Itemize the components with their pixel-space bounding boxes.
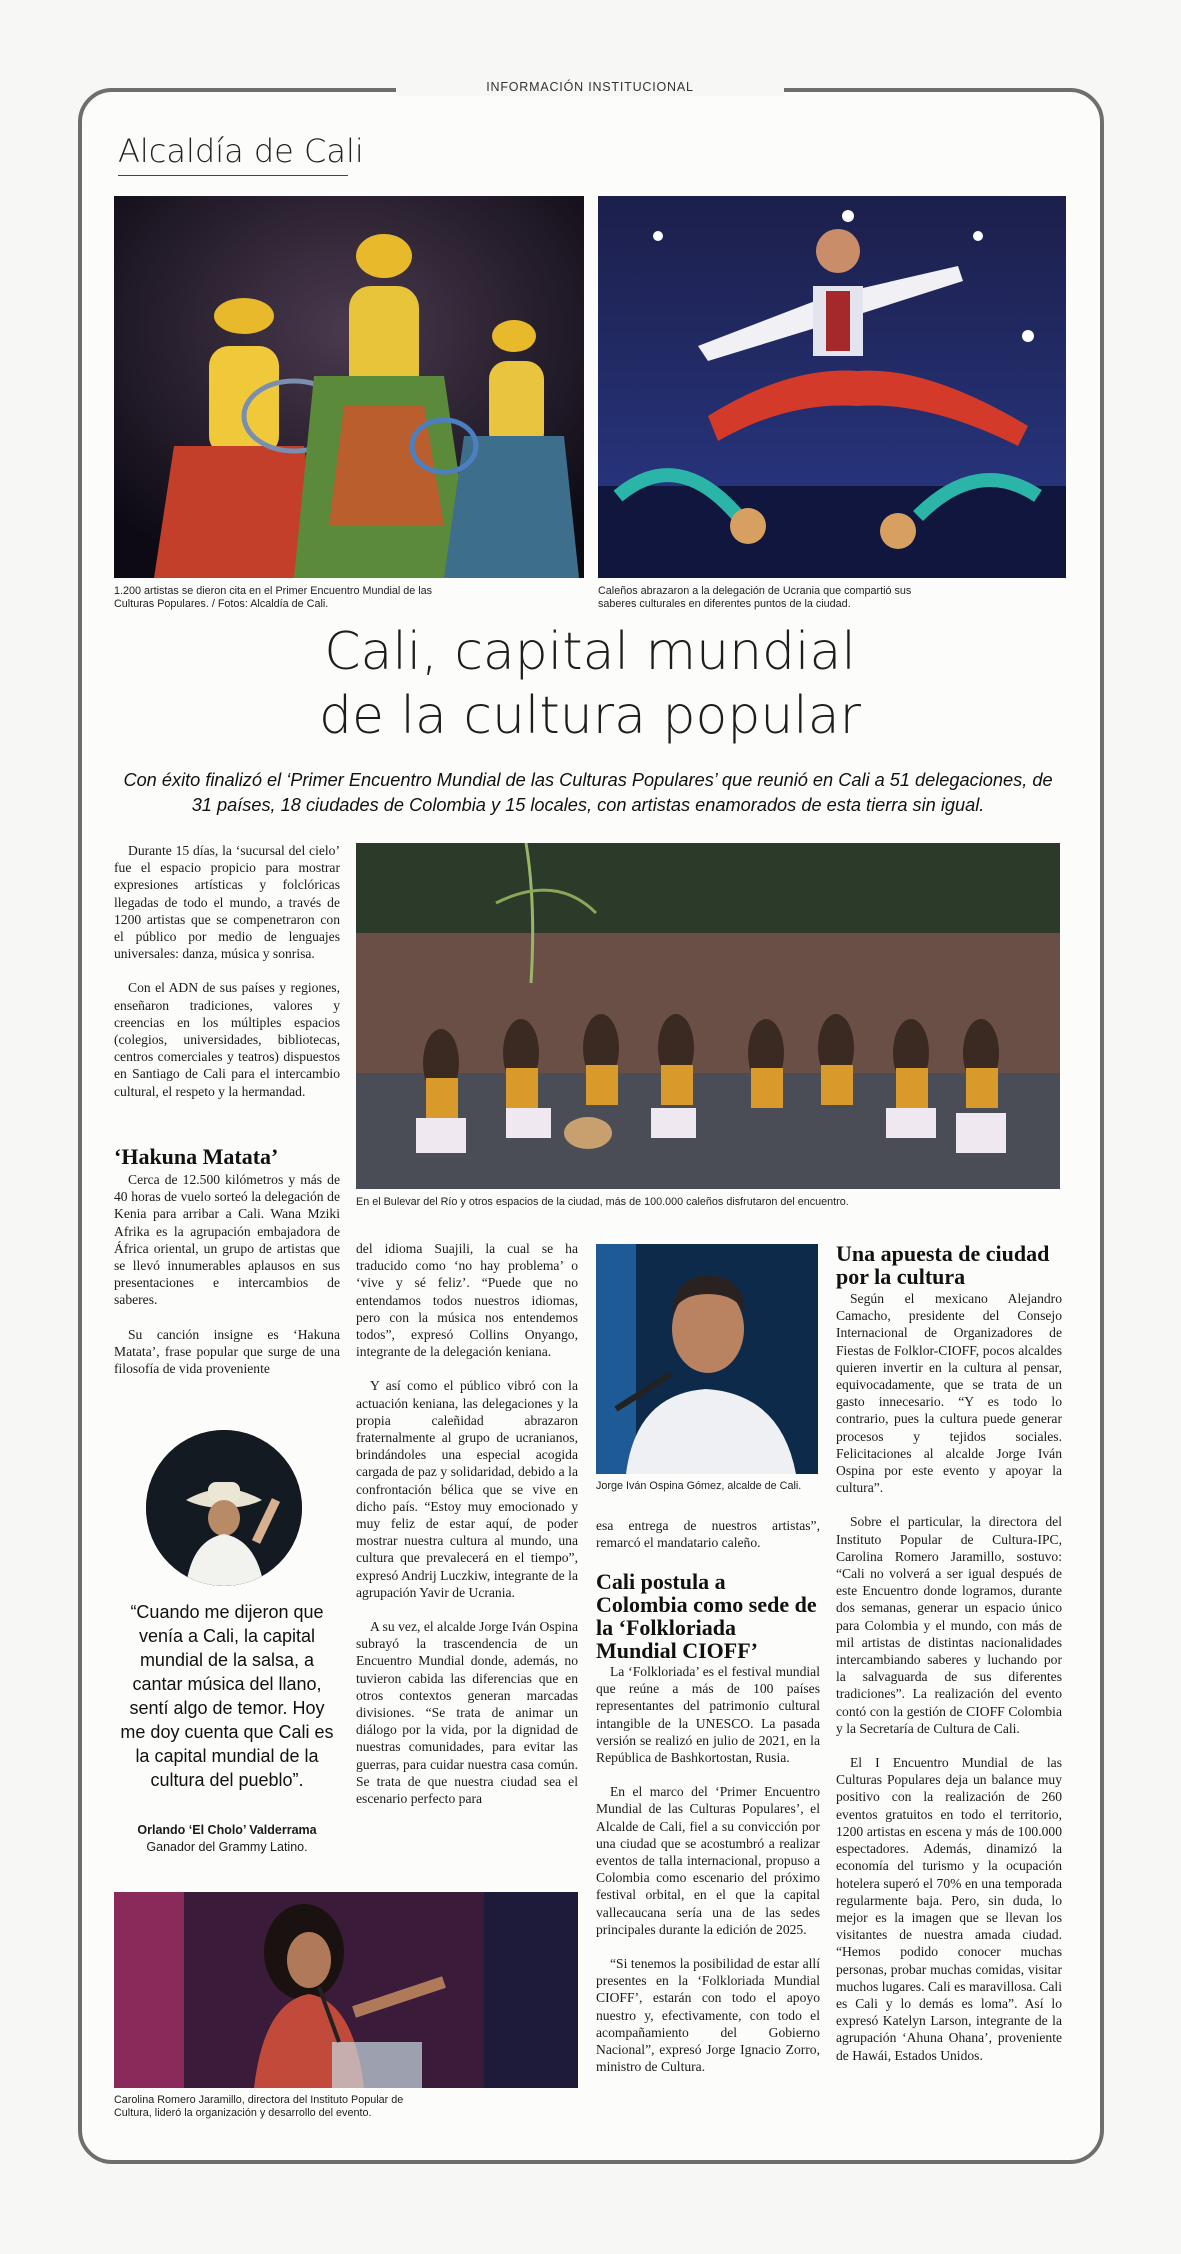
photo-director [114, 1892, 578, 2088]
col1-paragraph-1: Durante 15 días, la ‘sucursal del cielo’ fue el espacio propicio para mostrar expresiones artísticas y folclóricas llegadas de todo el mundo, a través de 1200 artistas que se compenetraron con el público por medio de lenguajes universales: danza, música y sonrisa. [114, 843, 340, 962]
photo-dancers [114, 196, 584, 578]
col4-subhead: Una apuesta de ciudad por la cultura [836, 1241, 1050, 1289]
column-4 [836, 1290, 1062, 2081]
column-3-continued [596, 1663, 820, 2092]
col3-paragraph-4: “Si tenemos la posibilidad de estar allí presentes en la ‘Folkloriada Mundial CIOFF’, estarán con todo el apoyo nuestro y, efectivamente, con todo el acompañamiento del Gobierno Nacional”, expresó Jorge Ignacio Zorro, ministro de Cultura. [596, 1956, 820, 2075]
column-3 [596, 1517, 820, 1568]
deck: Con éxito finalizó el ‘Primer Encuentro Mundial de las Culturas Populares’ que reunió en Cali a 51 delegaciones, de 31 países, 18 ciudades de Colombia y 15 locales, con artistas enamorados de esta tierra sin igual. [123, 770, 1053, 815]
caption-mayor: Jorge Iván Ospina Gómez, alcalde de Cali. [596, 1480, 802, 1492]
section-title: Alcaldía de Cali [118, 132, 364, 170]
column-2 [356, 1240, 578, 1824]
headline [180, 620, 1000, 748]
pull-quote: “Cuando me dijeron que venía a Cali, la capital mundial de la salsa, a cantar música del llano, sentí algo de temor. Hoy me doy cuenta que Cali es la capital mundial de la cultura del pueblo”. [120, 1602, 334, 1790]
headline-line-2: de la cultura popular [319, 686, 861, 746]
column-1-continued [114, 1171, 340, 1394]
quote-author-role: Ganador del Grammy Latino. [146, 1840, 308, 1854]
col4-paragraph-1: Según el mexicano Alejandro Camacho, presidente del Consejo Internacional de Organizadores de Fiestas de Folklor-CIOFF, pocos alcaldes quieren invertir en la cultura al pensar, equivocadamente, que se trata de un gasto innecesario. “Y es todo lo contrario, pues la cultura puede generar procesos y tejidos sociales. Felicitaciones al alcalde Jorge Iván Ospina por este evento y apoyar la cultura”. [836, 1291, 1062, 1496]
quote-author: Orlando ‘El Cholo’ Valderrama [137, 1823, 317, 1837]
col3-paragraph-3: En el marco del ‘Primer Encuentro Mundial de las Culturas Populares’, el Alcalde de Cali, fiel a su convicción por una ciudad que se acostumbró a realizar eventos de talla internacional, propuso a Colombia como escenario del próximo festival orbital, en el que la capital vallecaucana sería una de las sedes principales durante la edición de 2025. [596, 1784, 820, 1937]
kicker: INFORMACIÓN INSTITUCIONAL [486, 80, 694, 94]
col2-paragraph-3: A su vez, el alcalde Jorge Iván Ospina subrayó la trascendencia de un Encuentro Mundial donde, además, no tuvieron cabida las diferencias que en otros contextos generan marcadas divisiones. “Se trata de animar un diálogo por la vida, por la dignidad de nuestras comunidades, para evitar las guerras, para cuidar nuestra casa común. Se trata de que nuestra ciudad sea el escenario perfecto para [356, 1619, 578, 1807]
col3-paragraph-2: La ‘Folkloriada’ es el festival mundial que reúne a más de 100 países representantes del patrimonio cultural intangible de la UNESCO. La pasada versión se realizó en julio de 2021, en la República de Bashkortostan, Rusia. [596, 1664, 820, 1766]
headline-line-1: Cali, capital mundial [324, 622, 856, 682]
col1-paragraph-4: Su canción insigne es ‘Hakuna Matata’, frase popular que surge de una filosofía de vida proveniente [114, 1326, 340, 1377]
col3-subhead: Cali postula a Colombia como sede de la ‘Folkloriada Mundial CIOFF’ [596, 1569, 817, 1663]
col1-paragraph-3: Cerca de 12.500 kilómetros y más de 40 horas de vuelo sorteó la delegación de Kenia para arribar a Cali. Wana Mziki Afrika es la agrupación embajadora de África oriental, un grupo de artistas que se llevó innumerables aplausos en sus presentaciones e intercambios de saberes. [114, 1172, 340, 1308]
photo-ukrainian-dancer [598, 196, 1066, 578]
col4-paragraph-3: El I Encuentro Mundial de las Culturas Populares deja un balance muy positivo con la realización de 260 eventos gratuitos en todo el territorio, 1200 artistas en escena y más de 100.000 espectadores. Además, dinamizó la economía del turismo y la ocupación hotelera superó el 70% en una temporada regularmente baja. Pero, sin duda, lo mejor es la imagen que se llevan los visitantes de nuestra amada ciudad. “Hemos podido conocer muchas personas, probar muchas comidas, visitar muchos lugares. Cali es maravillosa. Cali es Cali y lo demás es loma”. Así lo expresó Katelyn Larson, integrante de la agrupación ‘Ahuna Ohana’, proveniente de Hawái, Estados Unidos. [836, 1755, 1062, 2063]
section-rule [118, 175, 348, 176]
caption-ukrainian: Caleños abrazaron a la delegación de Ucrania que compartió sus saberes culturales en diferentes puntos de la ciudad. [598, 585, 912, 610]
col2-paragraph-2: Y así como el público vibró con la actuación keniana, las delegaciones y la propia caleñidad abrazaron fraternalmente al grupo de ucranianos, brindándoles una especial acogida cargada de paz y solidaridad, debido a la confrontación bélica que se vive en dicho país. “Estoy muy emocionado y muy feliz de estar aquí, de poder mostrar nuestra cultura al mundo, una cultura que prevalecerá en el tiempo”, expresó Andrij Luczkiw, integrante de la agrupación Yavir de Ucrania. [356, 1378, 578, 1600]
caption-dancers: 1.200 artistas se dieron cita en el Primer Encuentro Mundial de las Culturas Populares. / Fotos: Alcaldía de Cali. [114, 585, 433, 610]
photo-mayor [596, 1244, 818, 1474]
col2-paragraph-1: del idioma Suajili, la cual se ha traducido como ‘no hay problema’ o ‘vive y sé feliz’. “Puede que no entendamos todos nuestros idiomas, pero con la música nos entendemos todos”, expresó Collins Onyango, integrante de la delegación keniana. [356, 1241, 578, 1360]
caption-director: Carolina Romero Jaramillo, directora del Instituto Popular de Cultura, lideró la organización y desarrollo del evento. [114, 2094, 404, 2119]
photo-singer-portrait [146, 1430, 302, 1586]
col1-paragraph-2: Con el ADN de sus países y regiones, enseñaron tradiciones, valores y creencias en los múltiples espacios (colegios, universidades, bibliotecas, centros comerciales y teatros) dispuestos en Santiago de Cali para el intercambio cultural, el respeto y la hermandad. [114, 980, 340, 1099]
col4-paragraph-2: Sobre el particular, la directora del Instituto Popular de Cultura-IPC, Carolina Romero Jaramillo, sostuvo: “Cali no volverá a ser igual después de este Encuentro donde logramos, durante dos semanas, generar un espacio único para Colombia y el mundo, con más de mil artistas de distintas nacionalidades intercambiando saberes y luchando por la salvaguarda de sus diferentes tradiciones”. La realización del evento contó con la gestión de CIOFF Colombia y la Secretaría de Cultura de Cali. [836, 1514, 1062, 1736]
column-1 [114, 842, 340, 1117]
photo-kenya-delegation [356, 843, 1060, 1189]
caption-kenya: En el Bulevar del Río y otros espacios de la ciudad, más de 100.000 caleños disfrutaron del encuentro. [356, 1196, 849, 1208]
col3-paragraph-1: esa entrega de nuestros artistas”, remarcó el mandatario caleño. [596, 1518, 820, 1551]
col1-subhead: ‘Hakuna Matata’ [114, 1144, 279, 1169]
